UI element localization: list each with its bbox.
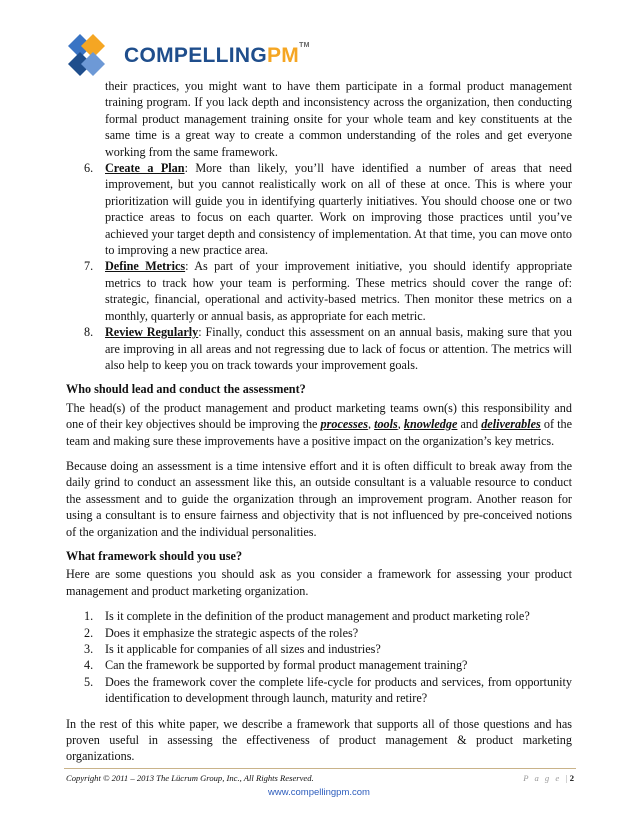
step-number: 8. xyxy=(84,325,94,340)
questions-list xyxy=(66,608,572,706)
footer-url-link[interactable]: www.compellingpm.com xyxy=(268,787,370,798)
keyword-tools: tools xyxy=(374,417,398,432)
who-leads-paragraph-2: Because doing an assessment is a time intensive effort and it is often difficult to break away from the daily grind to conduct an assessment like this, an outside consultant is a valuable resource to conduct the assessment and to guide the organization through an improvement program. Another reason for using a consultant is to ensure fairness and objectivity that is not influenced by pre-conceived notions of the organization and the individual personalities. xyxy=(66,458,572,539)
text-run: , xyxy=(397,417,404,432)
page-label: P a g e xyxy=(523,773,562,783)
logo-text-pm: PM xyxy=(267,44,300,67)
section-title-who-leads: Who should lead and conduct the assessment? xyxy=(66,382,306,397)
question-number: 5. xyxy=(84,674,94,689)
section-title-framework: What framework should you use? xyxy=(66,548,243,563)
framework-intro: Here are some questions you should ask as you consider a framework for assessing your product management and product marketing organization. xyxy=(66,567,572,598)
question-item xyxy=(84,625,572,641)
step-item-8 xyxy=(84,324,572,373)
keyword-deliverables: deliverables xyxy=(481,417,541,432)
question-item xyxy=(84,674,572,707)
page-num: 2 xyxy=(569,773,574,783)
question-item xyxy=(84,641,572,657)
question-text: Does it emphasize the strategic aspects of the roles? xyxy=(105,625,359,640)
question-text: Is it complete in the definition of the product management and product marketing role? xyxy=(105,609,530,624)
question-number: 3. xyxy=(84,642,94,656)
step-label: Define Metrics xyxy=(105,259,186,274)
footer-copyright: Copyright © 2011 – 2013 The Lücrum Group, Inc., All Rights Reserved. xyxy=(66,773,314,783)
step-text: : More than likely, you’ll have identified a number of areas that need improvement, but you cannot realistically work on all of these at once. This is where your prioritization will guide you in identifying quarterly initiatives. You should choose one or two practice areas to focus on each quarter. Work on improving those practices until you’ve achieved your target depth and consistency of implementation. At that time, you can move onto to improving a new practice area. xyxy=(105,161,573,258)
question-number: 4. xyxy=(84,658,94,673)
logo-tm: TM xyxy=(299,42,310,49)
page-body xyxy=(66,78,572,765)
text-run: and xyxy=(457,417,482,432)
step-item-7 xyxy=(84,258,572,324)
closing-paragraph: In the rest of this white paper, we describe a framework that supports all of those questions and has proven useful in assessing the effectiveness of product management & product marketing organizations. xyxy=(66,716,572,764)
steps-list xyxy=(66,160,572,373)
question-text: Is it applicable for companies of all sizes and industries? xyxy=(105,642,381,656)
logo-text-compelling: COMPELLING xyxy=(124,44,267,67)
step-label: Review Regularly xyxy=(105,325,199,340)
step-number: 6. xyxy=(84,161,94,176)
who-leads-paragraph-1 xyxy=(66,400,572,449)
question-number: 1. xyxy=(84,609,94,624)
page-separator: | xyxy=(565,773,570,783)
continuation-paragraph: their practices, you might want to have them participate in a formal product management training program. If you lack depth and inconsistency across the organization, then conducting formal product management training onsite for your whole team and key constituents at the same time is a great way to create a common understanding of the roles and get everyone working from the same framework. xyxy=(105,79,572,159)
text-run: The head(s) of the product management and product marketing teams own(s) this responsibility and one of their key objectives should be improving the xyxy=(66,400,572,432)
logo-diamonds-icon xyxy=(66,30,122,80)
keyword-processes: processes xyxy=(320,417,368,432)
text-run: , xyxy=(367,417,375,432)
logo-wordmark xyxy=(124,44,310,68)
step-number: 7. xyxy=(84,259,94,274)
step-item-6 xyxy=(84,160,573,258)
keyword-knowledge: knowledge xyxy=(403,417,458,432)
footer-page-number xyxy=(523,773,574,783)
company-logo xyxy=(66,30,310,80)
question-item xyxy=(84,608,572,624)
question-item xyxy=(84,657,572,673)
step-label: Create a Plan xyxy=(105,161,185,176)
step-text: : Finally, conduct this assessment on an annual basis, making sure that you are improving in all areas and not regressing due to lack of focus or attention. The metrics will also help to keep you on track towards your improvement goals. xyxy=(105,325,572,372)
question-number: 2. xyxy=(84,625,94,640)
footer-divider xyxy=(64,768,576,769)
question-text: Can the framework be supported by formal product management training? xyxy=(105,658,468,673)
step-text: : As part of your improvement initiative, you should identify appropriate metrics to track how your team is performing. These metrics should cover the range of: strategic, financial, operational and activity-based metrics. Then monitor these metrics on a monthly, quarterly or annual basis, as appropriate for each metric. xyxy=(105,259,572,323)
question-text: Does the framework cover the complete life-cycle for products and services, from opportunity identification to development through launch, maturity and retire? xyxy=(105,674,572,706)
text-run: of the team and making sure these improvements have a positive impact on the organization’s key metrics. xyxy=(66,417,572,448)
